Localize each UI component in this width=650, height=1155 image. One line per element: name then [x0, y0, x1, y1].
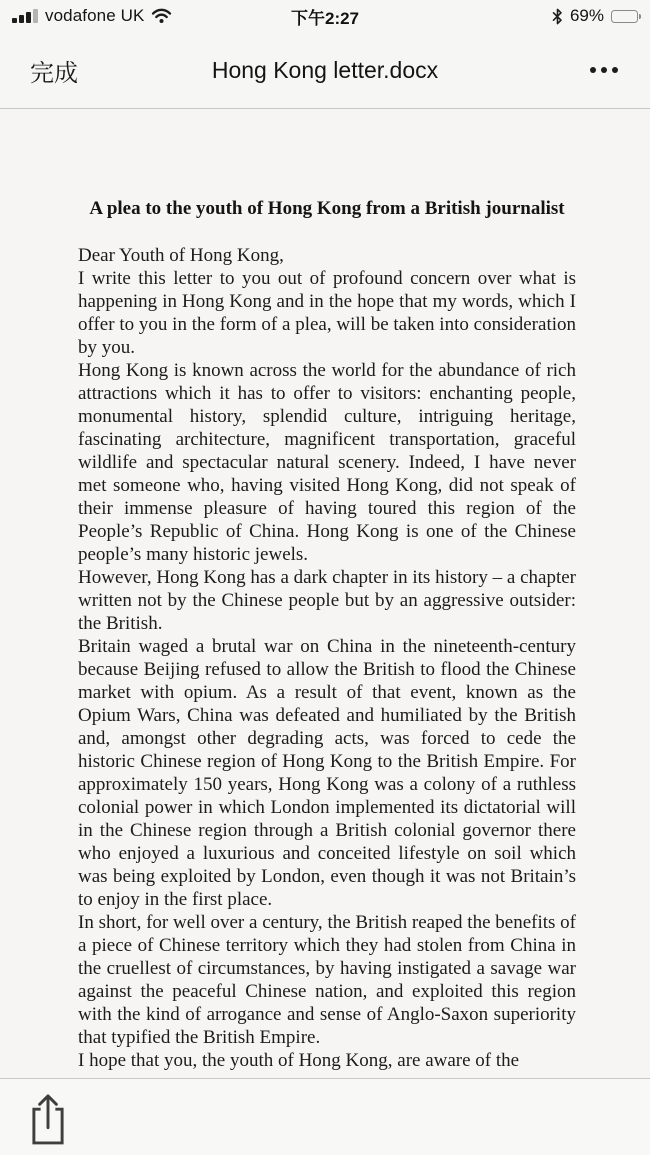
ellipsis-icon — [590, 67, 618, 73]
letter-paragraph: In short, for well over a century, the British reaped the benefits of a piece of Chinese territory which they had stolen from China in the cruellest of circumstances, by having instigated a savage war against the peaceful Chinese nation, and exploited this region with the kind of arrogance and sense of Anglo-Saxon superiority that typified the British Empire. — [78, 912, 576, 1048]
letter-paragraph: Britain waged a brutal war on China in the nineteenth-century because Beijing refused to allow the British to flood the Chinese market with opium. As a result of that event, known as the Opium Wars, China was defeated and humiliated by the British and, amongst other degrading acts, was forced to cede the historic Chinese region of Hong Kong to the British Empire. For approximately 150 years, Hong Kong was a colony of a ruthless colonial power in which London implemented its dictatorial will in the Chinese region through a British colonial governor there who enjoyed a luxurious and conceited lifestyle on soil which was being exploited by London, even though it was not Britain’s to enjoy in the first place. — [78, 636, 576, 910]
letter-paragraph: Hong Kong is known across the world for the abundance of rich attractions which it has to offer to visitors: enchanting people, monumental history, splendid culture, intriguing heritage, fascinating architecture, magnificent transportation, graceful wildlife and spectacular natural scenery. Indeed, I have never met someone who, having visited Hong Kong, did not speak of their immense pleasure of having toured this region of the People’s Republic of China. Hong Kong is one of the Chinese people’s many historic jewels. — [78, 360, 576, 565]
status-left — [12, 6, 172, 26]
battery-icon — [611, 10, 638, 23]
letter-paragraph: Dear Youth of Hong Kong, — [78, 245, 284, 266]
clock: 下午2:27 — [290, 8, 360, 28]
carrier-label: vodafone UK — [45, 6, 145, 25]
letter-paragraph: However, Hong Kong has a dark chapter in its history – a chapter written not by the Chinese people but by an aggressive outsider: the British. — [78, 567, 576, 634]
more-options-button[interactable] — [588, 61, 620, 79]
letter-title: A plea to the youth of Hong Kong from a British journalist — [89, 198, 565, 219]
wifi-icon — [151, 8, 172, 24]
letter-paragraph: I write this letter to you out of profound concern over what is happening in Hong Kong and in the hope that my words, which I offer to you in the form of a plea, will be taken into consideration by you. — [78, 268, 576, 358]
bluetooth-icon — [552, 8, 563, 25]
letter-paragraph: I hope that you, the youth of Hong Kong, are aware of the — [78, 1050, 520, 1071]
share-icon — [27, 1092, 69, 1146]
document-scroll-area[interactable] — [0, 110, 650, 1078]
status-bar — [0, 0, 650, 32]
battery-percent-label: 69% — [569, 6, 604, 25]
nav-bar — [0, 32, 650, 109]
bottom-toolbar — [0, 1078, 650, 1155]
document-title-label: Hong Kong letter.docx — [211, 56, 439, 83]
cell-signal-icon — [12, 9, 38, 24]
done-button[interactable]: 完成 — [30, 53, 78, 88]
status-right — [552, 6, 638, 26]
share-button[interactable] — [27, 1092, 69, 1146]
document-page — [0, 110, 650, 1072]
letter-body — [78, 244, 576, 1072]
battery-nub — [639, 14, 642, 19]
